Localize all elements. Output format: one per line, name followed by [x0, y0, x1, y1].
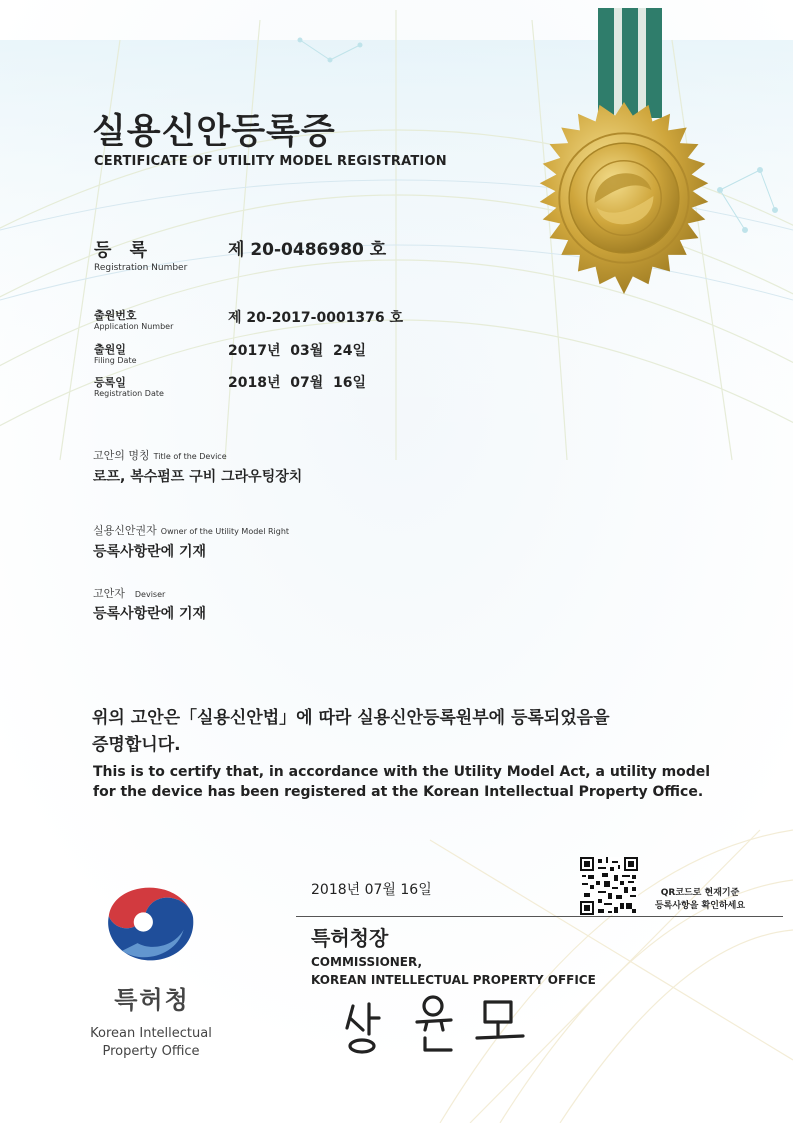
device-title-label-korean: 고안의 명칭 — [93, 449, 150, 462]
gold-seal-icon — [526, 100, 722, 296]
deviser-value: 등록사항란에 기재 — [93, 606, 207, 622]
certification-statement-korean — [92, 705, 732, 759]
certificate-title-english: CERTIFICATE OF UTILITY MODEL REGISTRATION — [94, 154, 447, 169]
owner-value: 등록사항란에 기재 — [93, 544, 207, 560]
owner-label-english: Owner of the Utility Model Right — [160, 527, 290, 536]
office-name-english-line-1: Korean Intellectual — [90, 1026, 212, 1041]
filing-date-label-korean: 출원일 — [94, 343, 126, 356]
application-number-label-korean: 출원번호 — [94, 309, 137, 322]
filing-date-value: 2017년 03월 24일 — [228, 343, 366, 359]
issue-date: 2018년 07월 16일 — [311, 882, 432, 898]
commissioner-signature — [335, 990, 535, 1060]
deviser-label-korean: 고안자 — [93, 587, 125, 600]
certification-korean-line-1: 위의 고안은「실용신안법」에 따라 실용신안등록원부에 등록되었음을 — [92, 708, 610, 728]
kipo-taegeuk-logo-icon — [103, 874, 199, 970]
device-title-value: 로프, 복수펌프 구비 그라우팅장치 — [93, 469, 303, 485]
qr-note-line-2: 등록사항을 확인하세요 — [654, 901, 746, 911]
application-number-label-english: Application Number — [94, 322, 174, 331]
deviser-label-english: Deviser — [134, 590, 166, 599]
commissioner-title-english-line-2: KOREAN INTELLECTUAL PROPERTY OFFICE — [311, 973, 596, 987]
filing-date-label-english: Filing Date — [94, 356, 137, 365]
qr-code-icon — [580, 857, 638, 915]
deviser-label — [93, 585, 165, 601]
registration-date-label-korean: 등록일 — [94, 376, 126, 389]
device-title-label-english: Title of the Device — [153, 452, 227, 461]
commissioner-title-english-line-1: COMMISSIONER, — [311, 955, 423, 969]
issuer-divider — [296, 916, 783, 917]
certification-korean-line-2: 증명합니다. — [92, 735, 181, 755]
registration-label-english: Registration Number — [94, 263, 188, 273]
owner-label-korean: 실용신안권자 — [93, 524, 157, 537]
commissioner-title-korean: 특허청장 — [311, 926, 389, 950]
registration-number-value: 제 20-0486980 호 — [228, 240, 387, 260]
qr-note-line-1: QR코드로 현재기준 — [660, 888, 740, 898]
office-name-english — [70, 1025, 232, 1061]
device-title-label — [93, 447, 227, 463]
owner-label — [93, 522, 289, 538]
certification-english-line-2: for the device has been registered at the Korean Intellectual Property Office. — [93, 784, 704, 800]
certificate-title-korean: 실용신안등록증 — [92, 112, 336, 152]
qr-code-note — [640, 887, 760, 913]
certification-statement-english — [93, 762, 733, 802]
registration-label-korean: 등 록 — [94, 240, 154, 261]
office-name-korean: 특허청 — [114, 986, 190, 1014]
application-number-value: 제 20-2017-0001376 호 — [228, 310, 404, 326]
certification-english-line-1: This is to certify that, in accordance with the Utility Model Act, a utility model — [93, 764, 711, 780]
office-name-english-line-2: Property Office — [102, 1044, 200, 1059]
registration-date-label-english: Registration Date — [94, 389, 164, 398]
registration-date-value: 2018년 07월 16일 — [228, 375, 366, 391]
